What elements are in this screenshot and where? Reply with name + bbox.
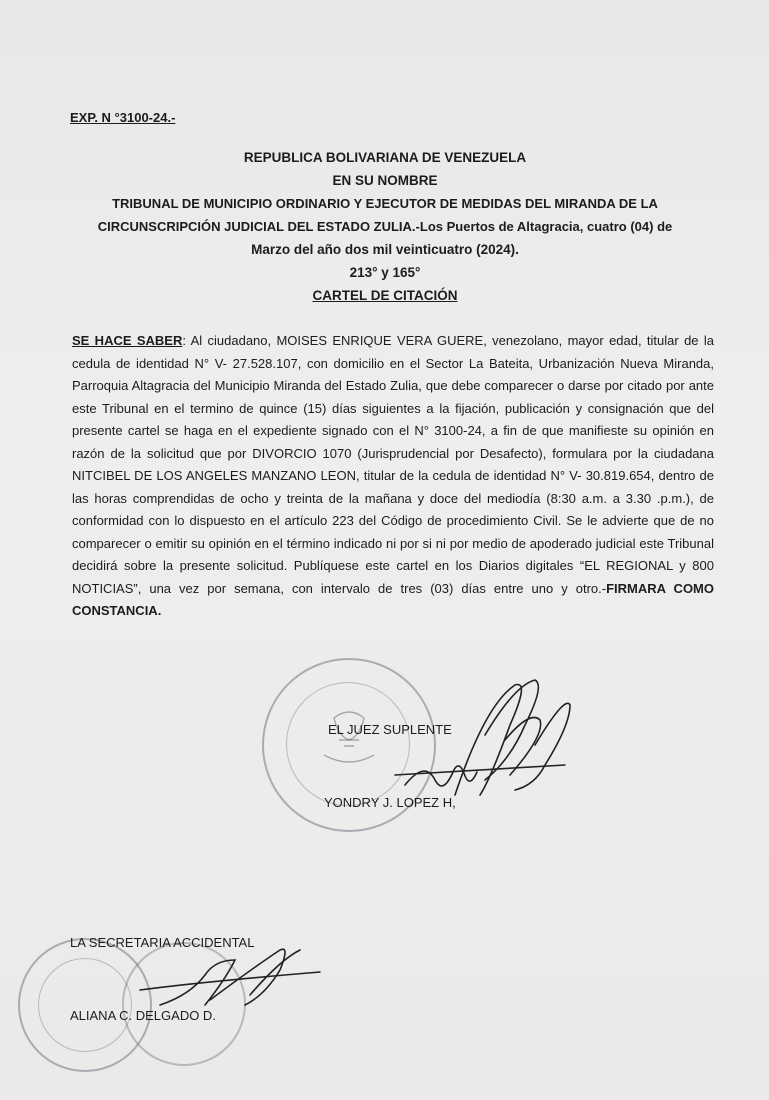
document-header [60, 146, 710, 307]
secretary-title: LA SECRETARIA ACCIDENTAL [70, 935, 255, 950]
citation-text: : Al ciudadano, MOISES ENRIQUE VERA GUERE, venezolano, mayor edad, titular de la cedula de identidad N° V- 27.528.107, con domicilio en el Sector La Bateita, Urbanización Nueva Miranda, Parroquia Altagracia del Municipio Miranda del Estado Zulia, que debe comparecer o darse por citado por ante este Tribunal en el termino de quince (15) días siguientes a la fijación, publicación y consignación que del presente cartel se haga en el expediente signado con el N° 3100-24, a fin de que manifieste su opinión en razón de la solicitud que por DIVORCIO 1070 (Jurisprudencial por Desafecto), formulara por la ciudadana NITCIBEL DE LOS ANGELES MANZANO LEON, titular de la cedula de identidad N° V- 30.819.654, dentro de las horas comprendidas de ocho y treinta de la mañana y doce del mediodía (8:30 a.m. a 3.30 .p.m.), de conformidad con lo dispuesto en el artículo 223 del Código de procedimiento Civil. Se le advierte que de no comparecer o emitir su opinión en el término indicado ni por si ni por medio de apoderado judicial este Tribunal decidirá sobre la presente solicitud. Publíquese este cartel en los Diarios digitales “EL REGIONAL y 800 NOTICIAS”, una vez por semana, con intervalo de tres (03) días entre uno y otro.- [72, 333, 714, 596]
judge-title: EL JUEZ SUPLENTE [328, 722, 452, 737]
closing-phrase: FIRMARA COMO CONSTANCIA. [72, 580, 714, 618]
judge-name: YONDRY J. LOPEZ H, [324, 795, 456, 810]
secretary-name: ALIANA C. DELGADO D. [70, 1008, 216, 1023]
cartel-title: CARTEL DE CITACIÓN [312, 288, 458, 303]
secretary-signature-icon [140, 945, 340, 1025]
date-line: Marzo del año dos mil veinticuatro (2024). [251, 242, 519, 257]
tribunal-line-1: TRIBUNAL DE MUNICIPIO ORDINARIO Y EJECUTOR DE MEDIDAS DEL MIRANDA DE LA [112, 196, 658, 211]
tribunal-line-2: CIRCUNSCRIPCIÓN JUDICIAL DEL ESTADO ZULIA.-Los Puertos de Altagracia, cuatro (04) de [97, 219, 673, 234]
lead-phrase: SE HACE SABER [72, 333, 183, 348]
expediente-number: EXP. N °3100-24.- [70, 110, 176, 125]
judge-signature-icon [395, 675, 575, 825]
citation-body [72, 330, 714, 623]
in-name-heading: EN SU NOMBRE [332, 173, 438, 188]
years-line: 213° y 165° [349, 265, 421, 280]
country-heading: REPUBLICA BOLIVARIANA DE VENEZUELA [243, 150, 527, 165]
